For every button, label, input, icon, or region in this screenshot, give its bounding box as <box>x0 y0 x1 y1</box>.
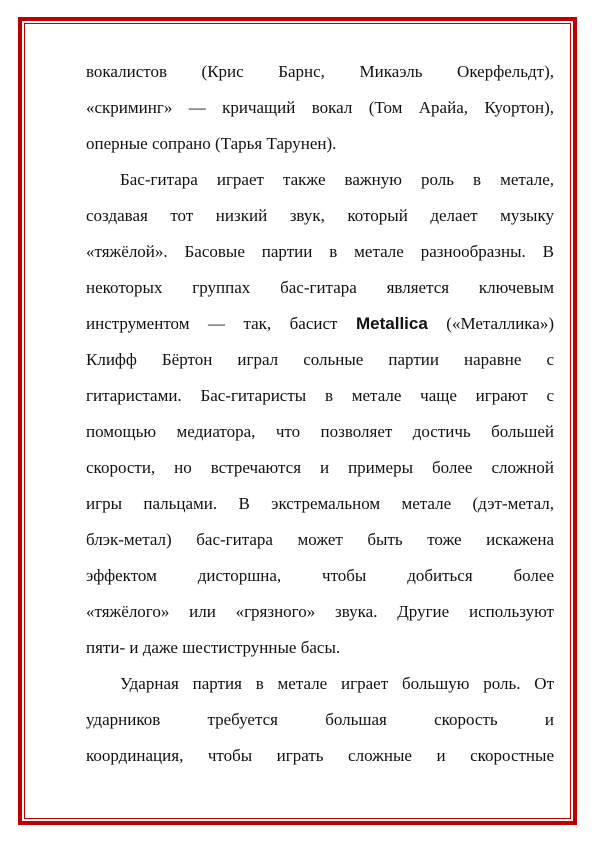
text-line: гитаристами. Бас-гитаристы в метале чаще играют с <box>86 386 554 405</box>
text-line: помощью медиатора, что позволяет достичь большей <box>86 422 554 441</box>
text-line: ударников требуется большая скорость и <box>86 710 554 729</box>
text-line: пяти- и даже шестиструнные басы. <box>86 638 341 657</box>
document-body <box>86 54 554 774</box>
text-line: некоторых группах бас-гитара является ключевым <box>86 278 554 297</box>
text-fragment: инструментом — так, басист <box>86 314 356 333</box>
paragraph-vocals-continued <box>86 54 554 162</box>
text-line: координация, чтобы играть сложные и скоростные <box>86 746 554 765</box>
text-line: создавая тот низкий звук, который делает музыку <box>86 206 554 225</box>
text-line: «тяжёлой». Басовые партии в метале разнообразны. В <box>86 242 554 261</box>
paragraph-drums <box>86 666 554 774</box>
text-line: Ударная партия в метале играет большую роль. От <box>120 674 554 693</box>
text-line: вокалистов (Крис Барнс, Микаэль Окерфельдт), <box>86 62 554 81</box>
text-line: Бас-гитара играет также важную роль в метале, <box>120 170 554 189</box>
text-line-with-brand <box>86 306 554 342</box>
text-line: скорости, но встречаются и примеры более сложной <box>86 458 554 477</box>
paragraph-bass-guitar <box>86 162 554 666</box>
text-fragment: («Металлика») <box>427 314 554 333</box>
text-line: «скриминг» — кричащий вокал (Том Арайа, Куортон), <box>86 98 554 117</box>
text-line: эффектом дисторшна, чтобы добиться более <box>86 566 554 585</box>
text-line: оперные сопрано (Тарья Тарунен). <box>86 134 337 153</box>
text-line: «тяжёлого» или «грязного» звука. Другие используют <box>86 602 554 621</box>
band-name-metallica: Metallica <box>355 314 428 333</box>
text-line: игры пальцами. В экстремальном метале (дэт-метал, <box>86 494 554 513</box>
text-line: блэк-метал) бас-гитара может быть тоже искажена <box>86 530 554 549</box>
text-line: Клифф Бёртон играл сольные партии наравне с <box>86 350 554 369</box>
